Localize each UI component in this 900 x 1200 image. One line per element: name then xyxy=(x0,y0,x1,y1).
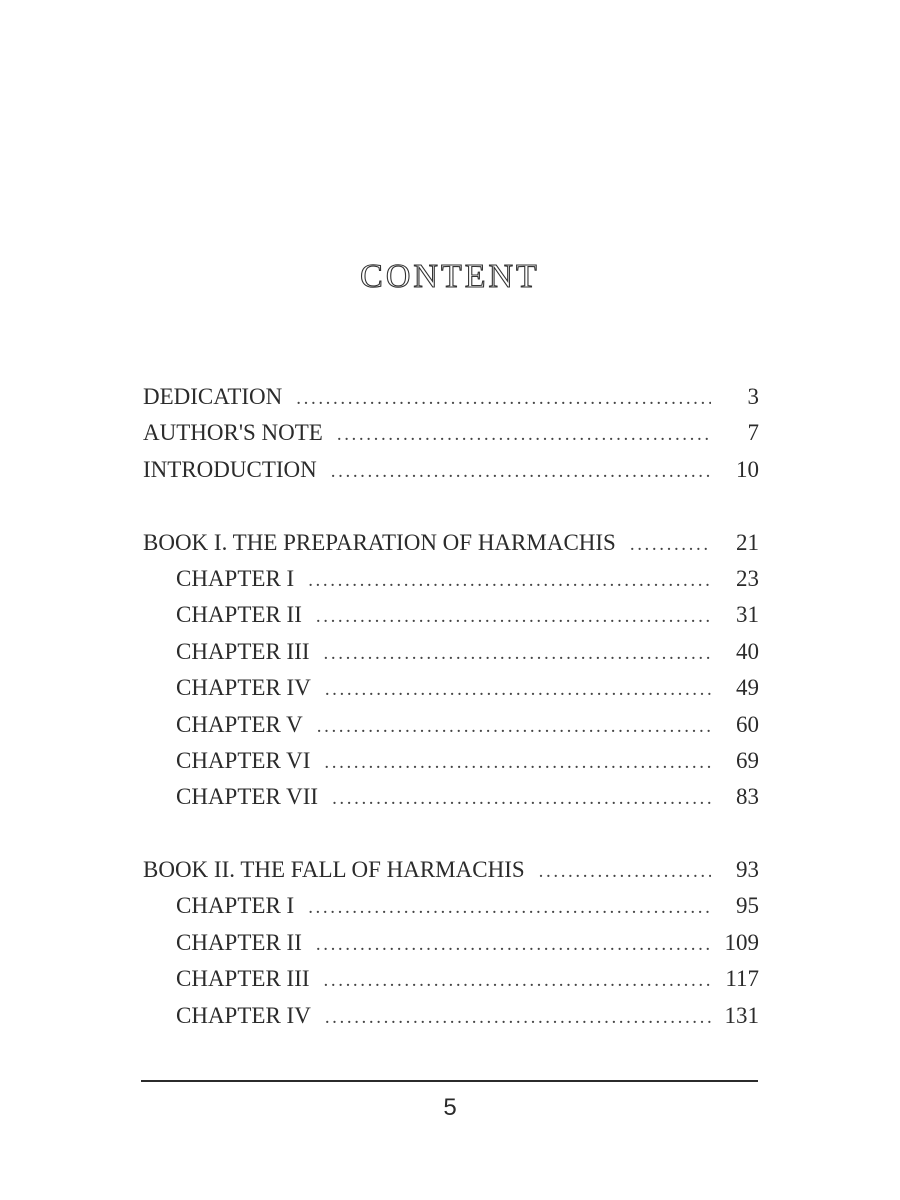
toc-entry-page: 7 xyxy=(747,420,759,446)
toc-entry-label: CHAPTER II xyxy=(176,929,302,955)
toc-entry-page: 95 xyxy=(736,893,759,919)
dot-leader xyxy=(325,1007,711,1029)
dot-leader xyxy=(308,897,711,919)
toc-entry-page: 93 xyxy=(736,857,759,883)
toc-entry-introduction xyxy=(143,457,759,493)
toc-entry-page: 69 xyxy=(736,747,759,773)
toc-entry-book-1-chapter-3 xyxy=(143,639,759,675)
toc-entry-label: CHAPTER II xyxy=(176,602,302,628)
toc-entry-page: 117 xyxy=(725,966,759,992)
toc-entry-book-1-chapter-2 xyxy=(143,602,759,638)
dot-leader xyxy=(296,388,711,410)
toc-entry-book-2-chapter-1 xyxy=(143,893,759,929)
dot-leader xyxy=(324,970,711,992)
toc-entry-label: CHAPTER VI xyxy=(176,747,311,773)
toc-entry-label: CHAPTER IV xyxy=(176,675,311,701)
dot-leader xyxy=(324,643,711,665)
toc-entry-label: CHAPTER I xyxy=(176,565,295,591)
toc-entry-label: BOOK I. THE PREPARATION OF HARMACHIS xyxy=(143,529,616,555)
dot-leader xyxy=(325,679,711,701)
toc-entry-book-2-chapter-3 xyxy=(143,966,759,1002)
toc-entry-page: 21 xyxy=(736,529,759,555)
toc-entry-book-1-chapter-1 xyxy=(143,566,759,602)
toc-entry-book-1-chapter-6 xyxy=(143,748,759,784)
toc-entry-book-1 xyxy=(143,530,759,566)
toc-entry-label: DEDICATION xyxy=(143,384,283,409)
page-number: 5 xyxy=(443,1094,457,1121)
toc-entry-page: 31 xyxy=(736,602,759,628)
toc-entry-page: 109 xyxy=(724,929,759,955)
toc-entry-page: 131 xyxy=(724,1002,759,1028)
dot-leader xyxy=(630,534,711,556)
dot-leader xyxy=(308,570,711,592)
toc-entry-page: 83 xyxy=(736,784,759,810)
toc-entry-label: INTRODUCTION xyxy=(143,456,317,482)
toc-entry-label: AUTHOR'S NOTE xyxy=(143,420,323,446)
toc-entry-label: CHAPTER I xyxy=(176,893,295,919)
dot-leader xyxy=(332,788,711,810)
toc-entry-label: CHAPTER III xyxy=(176,638,310,664)
footer-divider xyxy=(141,1080,758,1082)
toc-entry-book-1-chapter-5 xyxy=(143,712,759,748)
toc-entry-label: CHAPTER III xyxy=(176,966,310,992)
toc-entry-book-1-chapter-4 xyxy=(143,675,759,711)
toc-entry-label: CHAPTER IV xyxy=(176,1002,311,1028)
toc-entry-page: 23 xyxy=(736,565,759,591)
toc-entry-page: 49 xyxy=(736,675,759,701)
dot-leader xyxy=(331,461,711,483)
dot-leader xyxy=(337,424,711,446)
table-of-contents xyxy=(143,384,759,1039)
toc-entry-label: CHAPTER VII xyxy=(176,784,319,810)
toc-entry-page: 40 xyxy=(736,638,759,664)
dot-leader xyxy=(316,606,711,628)
page-title: CONTENT xyxy=(360,258,540,295)
toc-entry-authors-note xyxy=(143,420,759,456)
dot-leader xyxy=(539,861,711,883)
toc-entry-page: 10 xyxy=(736,456,759,482)
toc-entry-label: BOOK II. THE FALL OF HARMACHIS xyxy=(143,857,525,883)
toc-entry-label: CHAPTER V xyxy=(176,711,303,737)
toc-entry-book-1-chapter-7 xyxy=(143,784,759,820)
dot-leader xyxy=(317,716,711,738)
toc-entry-dedication xyxy=(143,384,759,420)
dot-leader xyxy=(316,934,711,956)
toc-entry-book-2-chapter-4 xyxy=(143,1003,759,1039)
dot-leader xyxy=(324,752,711,774)
toc-entry-page: 3 xyxy=(747,384,759,409)
toc-entry-page: 60 xyxy=(736,711,759,737)
toc-entry-book-2-chapter-2 xyxy=(143,930,759,966)
toc-entry-book-2 xyxy=(143,857,759,893)
